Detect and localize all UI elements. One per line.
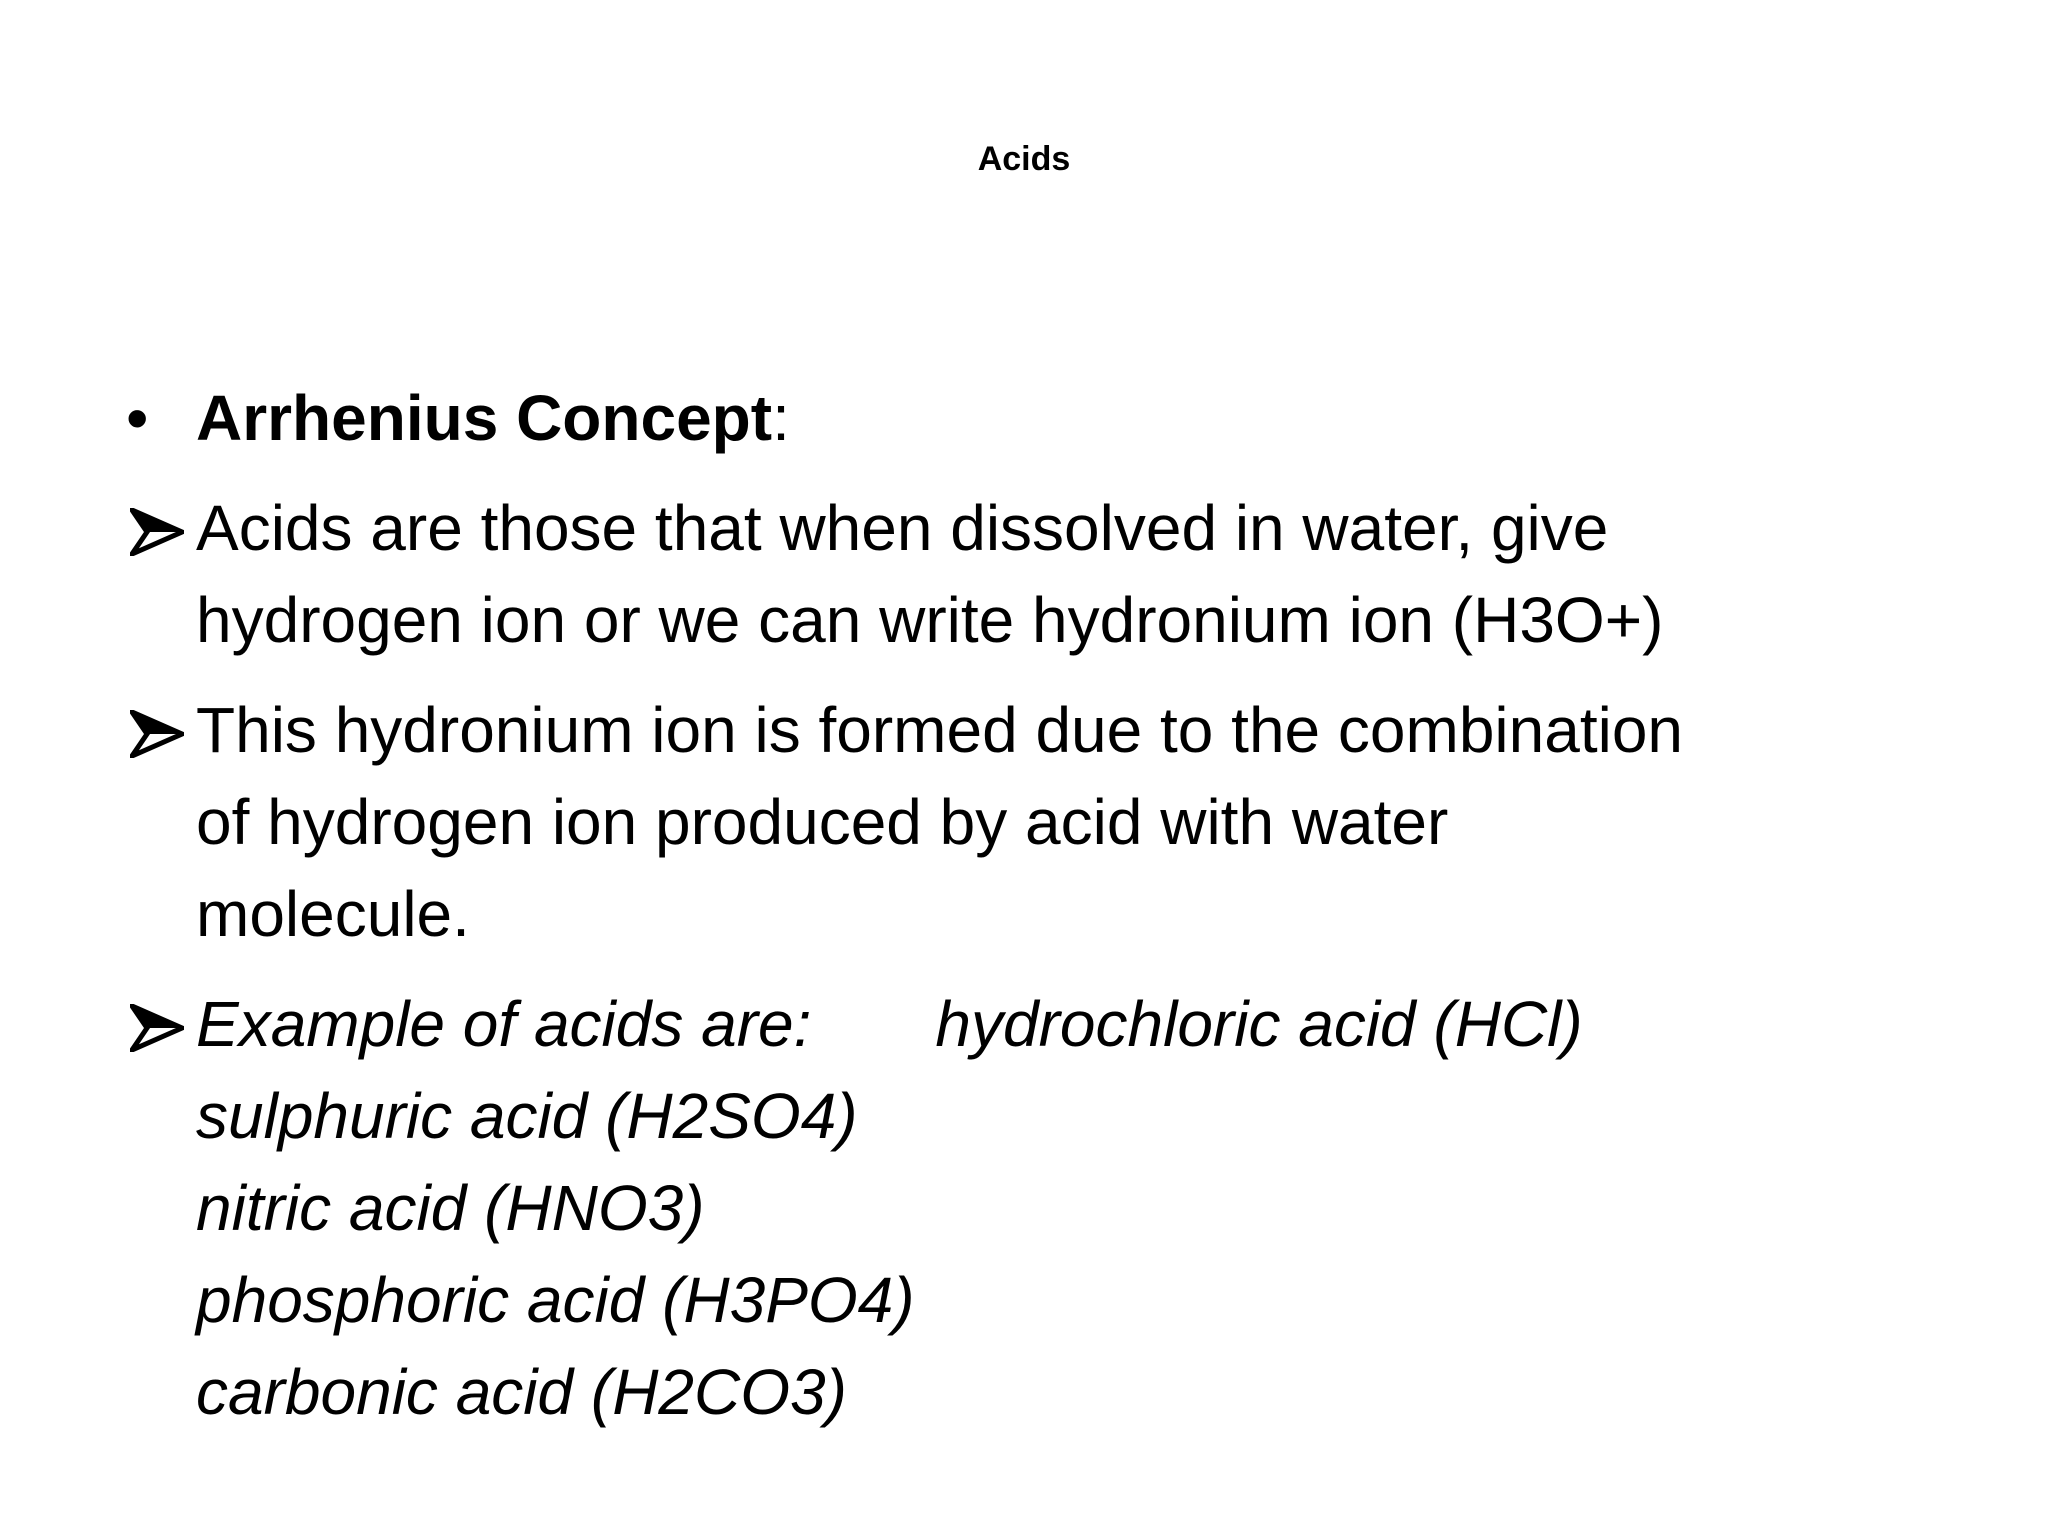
formation-line-3: molecule. [196, 878, 470, 950]
bullet-arrhenius-concept [126, 372, 1946, 464]
formation-line-2: of hydrogen ion produced by acid with water [196, 786, 1449, 858]
formation-line-1: This hydronium ion is formed due to the combination [196, 694, 1683, 766]
example-item: nitric acid (HNO3) [196, 1172, 705, 1244]
example-item: phosphoric acid (H3PO4) [196, 1264, 915, 1336]
bullet-acid-definition [126, 482, 1946, 666]
definition-line-1: Acids are those that when dissolved in water, give [196, 492, 1609, 564]
arrow-bullet-icon [126, 978, 186, 1070]
definition-line-2: hydrogen ion or we can write hydronium ion (H3O+) [196, 584, 1664, 656]
concept-heading: Arrhenius Concept [196, 382, 773, 454]
bullet-dot-icon: • [126, 382, 149, 454]
example-item: carbonic acid (H2CO3) [196, 1356, 847, 1428]
arrow-bullet-icon [126, 684, 186, 776]
example-item: sulphuric acid (H2SO4) [196, 1080, 858, 1152]
slide-content [126, 372, 1946, 1456]
examples-heading-line [196, 978, 1946, 1070]
examples-lead: Example of acids are: [196, 988, 812, 1060]
concept-suffix: : [772, 382, 790, 454]
example-item: hydrochloric acid (HCl) [935, 988, 1583, 1060]
bullet-acid-examples [126, 978, 1946, 1438]
slide-title: Acids [977, 140, 1071, 178]
bullet-hydronium-formation [126, 684, 1946, 960]
arrow-bullet-icon [126, 482, 186, 574]
